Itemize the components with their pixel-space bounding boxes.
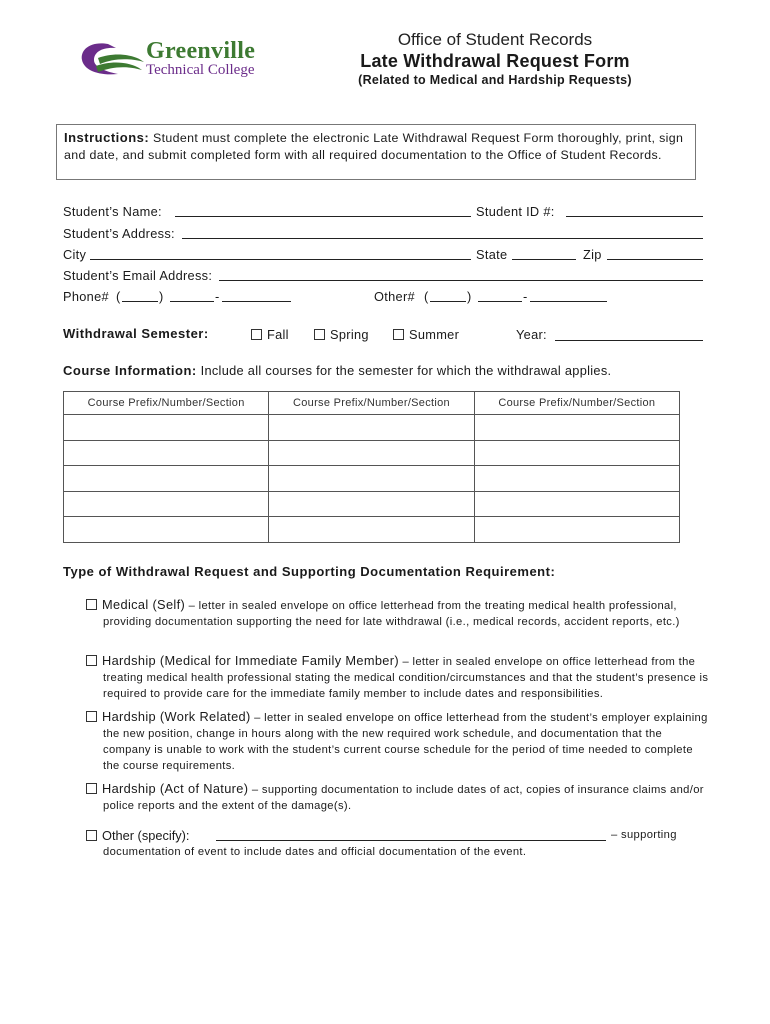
withdrawal-option-hardship-work — [86, 709, 712, 774]
zip-field[interactable] — [607, 259, 703, 260]
other-specify-field[interactable] — [216, 840, 606, 841]
course-cell[interactable] — [474, 415, 679, 441]
withdrawal-option-act-of-nature — [86, 781, 712, 814]
course-col-2-header: Course Prefix/Number/Section — [269, 392, 474, 415]
course-info-label: Course Information: — [63, 363, 197, 378]
college-logo — [78, 38, 273, 82]
hardship-work-dash: – — [250, 712, 265, 724]
address-label: Student’s Address: — [63, 226, 175, 241]
course-cell[interactable] — [64, 491, 269, 517]
course-cell[interactable] — [269, 517, 474, 543]
hardship-work-desc: letter in sealed envelope on office letterhead from the student’s employer explaining the new position, change in hours along with the new required work schedule, and documentation that the company is unable to work with the student’s current course schedule for the period of time needed to complete the course requirements. — [103, 712, 708, 772]
course-cell[interactable] — [474, 440, 679, 466]
hardship-family-checkbox[interactable] — [86, 655, 97, 666]
spring-label: Spring — [330, 327, 369, 342]
withdrawal-option-other — [86, 827, 189, 845]
phone-paren-open: ( — [116, 289, 121, 304]
course-info-text: Include all courses for the semester for which the withdrawal applies. — [196, 363, 612, 378]
instructions-text: Student must complete the electronic Late Withdrawal Request Form thoroughly, print, sign and date, and submit completed form with all required documentation to the Office of Student Records. — [64, 131, 684, 162]
state-label: State — [476, 247, 508, 262]
other-phone-area-code-field[interactable] — [430, 301, 466, 302]
form-subtitle: (Related to Medical and Hardship Requests) — [358, 73, 632, 87]
table-row — [64, 517, 680, 543]
instructions-label: Instructions: — [64, 130, 150, 145]
medical-self-title: Medical (Self) — [102, 597, 186, 612]
table-row — [64, 491, 680, 517]
other-phone-paren-open: ( — [424, 289, 429, 304]
hardship-family-dash: – — [399, 656, 413, 668]
other-phone-paren-close: ) — [467, 289, 472, 304]
act-of-nature-checkbox[interactable] — [86, 783, 97, 794]
act-of-nature-title: Hardship (Act of Nature) — [102, 781, 249, 796]
city-field[interactable] — [90, 259, 471, 260]
medical-self-checkbox[interactable] — [86, 599, 97, 610]
other-phone-label: Other# — [374, 289, 415, 304]
semester-option-fall[interactable] — [251, 327, 289, 342]
office-name: Office of Student Records — [397, 30, 593, 49]
phone-paren-close: ) — [159, 289, 164, 304]
act-of-nature-desc: supporting documentation to include dates of act, copies of insurance claims and/or police reports and the extent of the damage(s). — [103, 784, 704, 812]
phone-line-field[interactable] — [222, 301, 291, 302]
phone-dash: - — [215, 289, 220, 304]
medical-self-dash: – — [185, 600, 199, 612]
logo-name-line2: Technical College — [146, 62, 255, 78]
course-cell[interactable] — [269, 491, 474, 517]
zip-label: Zip — [583, 247, 602, 262]
fall-checkbox[interactable] — [251, 329, 262, 340]
other-suffix: – supporting — [611, 829, 677, 841]
medical-self-desc: letter in sealed envelope on office letterhead from the treating medical health professional, providing documentation supporting the need for late withdrawal (i.e., medical records, accident reports, etc.) — [103, 600, 680, 628]
summer-label: Summer — [409, 327, 460, 342]
other-desc: documentation of event to include dates and official documentation of the event. — [103, 846, 527, 858]
student-id-label: Student ID #: — [476, 204, 555, 219]
address-field[interactable] — [182, 238, 703, 239]
course-col-1-header: Course Prefix/Number/Section — [64, 392, 269, 415]
course-cell[interactable] — [64, 466, 269, 492]
student-name-field[interactable] — [175, 216, 471, 217]
other-phone-dash: - — [523, 289, 528, 304]
phone-prefix-field[interactable] — [170, 301, 214, 302]
state-field[interactable] — [512, 259, 576, 260]
course-cell[interactable] — [474, 517, 679, 543]
form-title: Late Withdrawal Request Form — [360, 51, 630, 71]
course-cell[interactable] — [474, 466, 679, 492]
course-cell[interactable] — [64, 440, 269, 466]
course-cell[interactable] — [269, 466, 474, 492]
withdrawal-option-medical-self — [86, 597, 712, 630]
semester-option-summer[interactable] — [393, 327, 459, 342]
course-col-3-header: Course Prefix/Number/Section — [474, 392, 679, 415]
email-label: Student’s Email Address: — [63, 268, 213, 283]
semester-label: Withdrawal Semester: — [63, 326, 209, 341]
table-row — [64, 466, 680, 492]
student-name-label: Student’s Name: — [63, 204, 162, 219]
course-cell[interactable] — [269, 415, 474, 441]
instructions-box — [56, 124, 696, 180]
hardship-family-title: Hardship (Medical for Immediate Family Member) — [102, 653, 399, 668]
table-row — [64, 415, 680, 441]
withdrawal-type-heading: Type of Withdrawal Request and Supporting Documentation Requirement: — [63, 564, 556, 579]
summer-checkbox[interactable] — [393, 329, 404, 340]
spring-checkbox[interactable] — [314, 329, 325, 340]
table-row — [64, 440, 680, 466]
course-table-header — [64, 392, 680, 415]
course-cell[interactable] — [64, 415, 269, 441]
course-cell[interactable] — [64, 517, 269, 543]
semester-option-spring[interactable] — [314, 327, 369, 342]
course-cell[interactable] — [474, 491, 679, 517]
year-field[interactable] — [555, 340, 703, 341]
student-id-field[interactable] — [566, 216, 703, 217]
year-label: Year: — [516, 327, 547, 342]
other-phone-line-field[interactable] — [530, 301, 607, 302]
hardship-family-desc: letter in sealed envelope on office letterhead from the treating medical health professional stating the medical condition/circumstances and that the student’s presence is required to provide care for the immediate family member to include dates and responsibilities. — [103, 656, 709, 700]
hardship-work-title: Hardship (Work Related) — [102, 709, 251, 724]
course-info-heading — [63, 362, 611, 380]
phone-area-code-field[interactable] — [122, 301, 158, 302]
other-checkbox[interactable] — [86, 830, 97, 841]
hardship-work-checkbox[interactable] — [86, 711, 97, 722]
fall-label: Fall — [267, 327, 289, 342]
course-table — [63, 391, 680, 543]
withdrawal-option-hardship-family — [86, 653, 712, 702]
email-field[interactable] — [219, 280, 703, 281]
other-title: Other (specify): — [102, 828, 190, 843]
city-label: City — [63, 247, 87, 262]
course-cell[interactable] — [269, 440, 474, 466]
logo-name-line1: Greenville — [146, 38, 256, 64]
other-phone-prefix-field[interactable] — [478, 301, 522, 302]
act-of-nature-dash: – — [248, 784, 262, 796]
phone-label: Phone# — [63, 289, 109, 304]
